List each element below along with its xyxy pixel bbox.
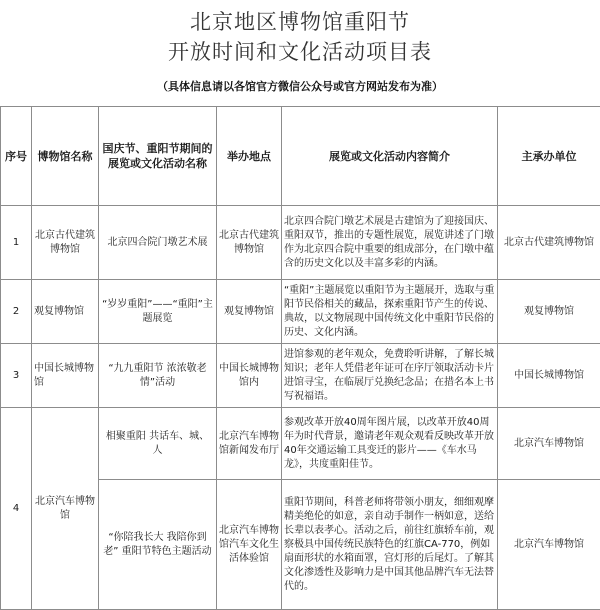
- row-content: 进馆参观的老年观众，免费聆听讲解，了解长城知识；老年人凭借老年证可在序厅领取活动卡片进馆寻宝，在临展厅兑换纪念品；在措名本上书写祝福语。: [282, 344, 498, 408]
- row-organizer: 北京汽车博物馆: [498, 480, 600, 610]
- row-museum: 中国长城博物馆: [32, 344, 99, 408]
- row-venue: 北京汽车博物馆汽车文化生活体验馆: [217, 480, 282, 610]
- row-content: 参观改革开放40周年图片展，以改革开放40周年为时代背景，邀请老年观众观看反映改革开放40年交通运输工具变迁的影片——《车水马龙》，共度重阳佳节。: [282, 408, 498, 480]
- row-index: 1: [1, 206, 32, 280]
- row-organizer: 观复博物馆: [498, 280, 600, 344]
- row-venue: 北京汽车博物馆新闻发布厅: [217, 408, 282, 480]
- row-venue: 北京古代建筑博物馆: [217, 206, 282, 280]
- page-title-line2: 开放时间和文化活动项目表: [0, 36, 600, 66]
- row-index: 2: [1, 280, 32, 344]
- schedule-table: [0, 106, 600, 610]
- row-event: 北京四合院门墩艺术展: [99, 206, 217, 280]
- header-organizer: 主承办单位: [498, 107, 600, 206]
- header-content: 展览或文化活动内容简介: [282, 107, 498, 206]
- table-row: [1, 206, 600, 280]
- header-event: 国庆节、重阳节期间的展览或文化活动名称: [99, 107, 217, 206]
- page-title-line1: 北京地区博物馆重阳节: [0, 6, 600, 36]
- row-event: “你陪我长大 我陪你到老” 重阳节特色主题活动: [99, 480, 217, 610]
- row-content: “重阳”主题展览以重阳节为主题展开，选取与重阳节民俗相关的藏品，探索重阳节产生的传说、典故，以文物展现中国传统文化中重阳节民俗的历史、文化内涵。: [282, 280, 498, 344]
- table-row: [1, 408, 600, 480]
- row-index: 3: [1, 344, 32, 408]
- row-organizer: 北京汽车博物馆: [498, 408, 600, 480]
- row-event: “岁岁重阳”——“重阳”主题展览: [99, 280, 217, 344]
- row-event: “九九重阳节 浓浓敬老情”活动: [99, 344, 217, 408]
- header-museum: 博物馆名称: [32, 107, 99, 206]
- row-museum: 北京古代建筑博物馆: [32, 206, 99, 280]
- table-row: [1, 344, 600, 408]
- table-header-row: [1, 107, 600, 206]
- row-organizer: 中国长城博物馆: [498, 344, 600, 408]
- row-event: 相聚重阳 共话车、城、人: [99, 408, 217, 480]
- row-venue: 中国长城博物馆内: [217, 344, 282, 408]
- row-museum: 观复博物馆: [32, 280, 99, 344]
- table-row: [1, 280, 600, 344]
- header-index: 序号: [1, 107, 32, 206]
- row-museum: 北京汽车博物馆: [32, 408, 99, 610]
- row-index: 4: [1, 408, 32, 610]
- page-subtitle: （具体信息请以各馆官方微信公众号或官方网站发布为准）: [0, 78, 600, 94]
- row-content: 重阳节期间，科普老师将带领小朋友，细细观摩精美绝伦的如意，亲自动手制作一柄如意，送给长辈以表孝心。活动之后，前往红旗轿车前，观察极具中国传统民族特色的红旗CA-770，例如扇面形状的水箱面罩，宫灯形的后尾灯。了解其文化渗透性及影响力是中国其他品牌汽车无法替代的。: [282, 480, 498, 610]
- row-venue: 观复博物馆: [217, 280, 282, 344]
- row-organizer: 北京古代建筑博物馆: [498, 206, 600, 280]
- row-content: 北京四合院门墩艺术展是古建馆为了迎接国庆、重阳双节，推出的专题性展览，展览讲述了门墩作为北京四合院中重要的组成部分，在门墩中蕴含的历史文化以及丰富多彩的内涵。: [282, 206, 498, 280]
- header-venue: 举办地点: [217, 107, 282, 206]
